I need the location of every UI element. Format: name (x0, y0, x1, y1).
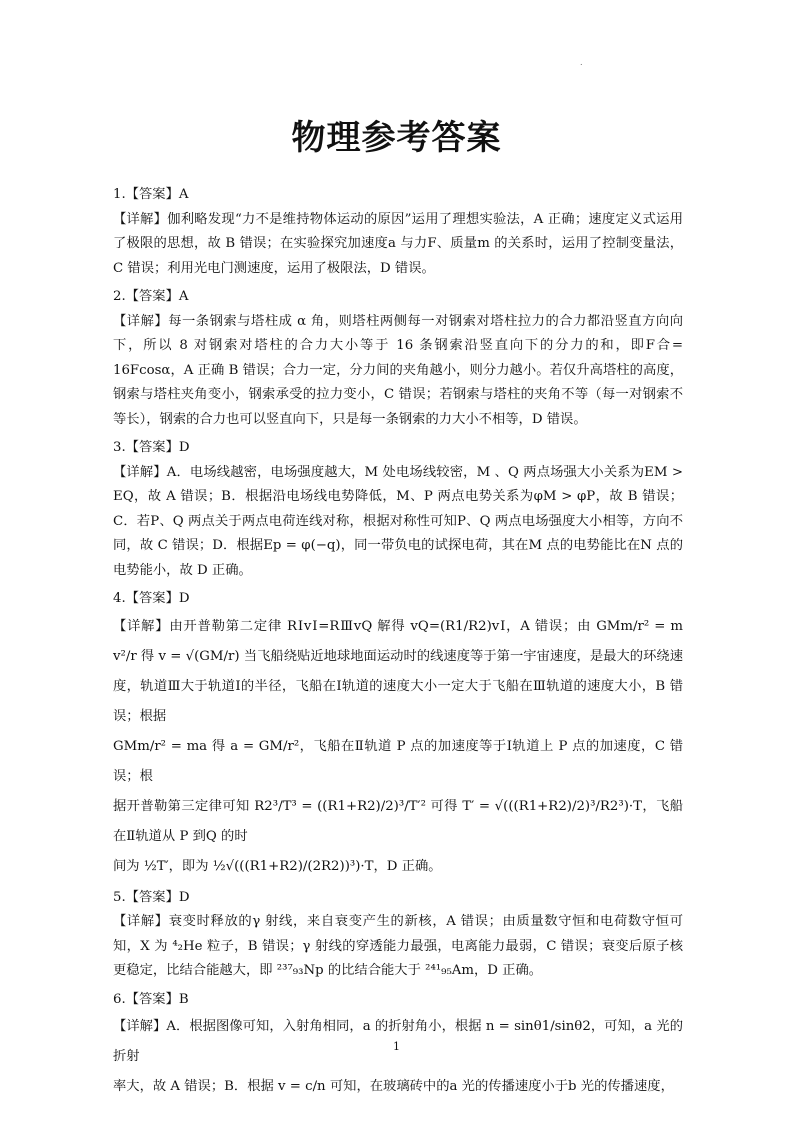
answer-heading: 3.【答案】D (113, 440, 190, 455)
answer-item-3 (113, 436, 683, 583)
answer-detail-line: GMm/r² = ma 得 a = GM/r²，飞船在Ⅱ轨道 P 点的加速度等于Ⅰ轨道上 P 点的加速度，C 错误；根 (113, 738, 683, 784)
answer-heading: 1.【答案】A (113, 187, 189, 202)
page-number: 1 (393, 1040, 400, 1053)
answer-detail-line: 间为 ½T′，即为 ½√(((R1+R2)/(2R2))³)·T，D 正确。 (113, 858, 442, 874)
answer-detail-line: 【详解】A．根据图像可知，入射角相同，a 的折射角小，根据 n = sinθ1/sinθ2，可知，a 光的折射 (113, 1019, 683, 1064)
answer-detail-line: 据开普勒第三定律可知 R2³/T³ = ((R1+R2)/2)³/T′² 可得 T′ = √(((R1+R2)/2)³/R2³)·T，飞船在Ⅱ轨道从 P 到Q 的时 (113, 798, 683, 844)
answer-detail: 【详解】衰变时释放的γ 射线，来自衰变产生的新核，A 错误；由质量数守恒和电荷数守恒可知，X 为 ⁴₂He 粒子，B 错误；γ 射线的穿透能力最强，电离能力最弱，C 错误；衰变后原子核更稳定，比结合能越大，即 ²³⁷₉₃Np 的比结合能大于 ²⁴¹₉₅Am，D 正确。 (113, 914, 683, 978)
answer-item-4 (113, 587, 683, 882)
answer-detail-line: 率大，故 A 错误；B．根据 v = c/n 可知，在玻璃砖中的a 光的传播速度小于b 光的传播速度， (113, 1079, 674, 1094)
answer-heading: 2.【答案】A (113, 289, 189, 304)
answer-detail: 【详解】每一条钢索与塔柱成 α 角，则塔柱两侧每一对钢索对塔柱拉力的合力都沿竖直方向向下，所以 8 对钢索对塔柱的合力大小等于 16 条钢索沿竖直向下的分力的和，即F合= 16Fcosα，A 正确 B 错误；合力一定，分力间的夹角越小，则分力越小。若仅升高塔柱的高度，钢索与塔柱夹角变小，钢索承受的拉力变小，C 错误；若钢索与塔柱的夹角不等（每一对钢索不等长），钢索的合力也可以竖直向下，只是每一条钢索的力大小不相等，D 错误。 (113, 313, 683, 427)
answer-detail: 【详解】A．电场线越密，电场强度越大，M 处电场线较密，M 、Q 两点场强大小关系为EM > EQ，故 A 错误；B．根据沿电场线电势降低，M、P 两点电势关系为φM > φP，故 B 错误；C．若P、Q 两点关于两点电荷连线对称，根据对称性可知P、Q 两点电场强度大小相等，方向不同，故 C 错误；D．根据Ep = φ(−q)，同一带负电的试探电荷，其在M 点的电势能比在N 点的电势能小，故 D 正确。 (113, 464, 683, 578)
page-title: 物理参考答案 (291, 118, 502, 158)
answer-item-1 (113, 183, 683, 281)
answer-heading: 6.【答案】B (113, 991, 189, 1007)
answer-detail: 【详解】伽利略发现“力不是维持物体运动的原因”运用了理想实验法，A 正确；速度定义式运用了极限的思想，故 B 错误；在实验探究加速度a 与力F、质量m 的关系时，运用了控制变量法，C 错误；利用光电门测速度，运用了极限法，D 错误。 (113, 211, 683, 276)
answer-heading: 5.【答案】D (113, 889, 190, 905)
corner-mark: . (580, 58, 583, 67)
answer-list (113, 183, 683, 1102)
answer-item-5 (113, 886, 683, 984)
answer-item-2 (113, 285, 683, 432)
answer-detail-line: 【详解】由开普勒第二定律 RⅠvⅠ=RⅢvQ 解得 vQ=(R1/R2)vⅠ，A 错误；由 GMm/r² = m v²/r 得 v = √(GM/r) 当飞船绕贴近地球地面运动时的线速度等于第一宇宙速度，是最大的环绕速度，轨道Ⅲ大于轨道Ⅰ的半径，飞船在Ⅰ轨道的速度大小一定大于飞船在Ⅲ轨道的速度大小，B 错误；根据 (113, 618, 683, 724)
answer-heading: 4.【答案】D (113, 591, 190, 606)
